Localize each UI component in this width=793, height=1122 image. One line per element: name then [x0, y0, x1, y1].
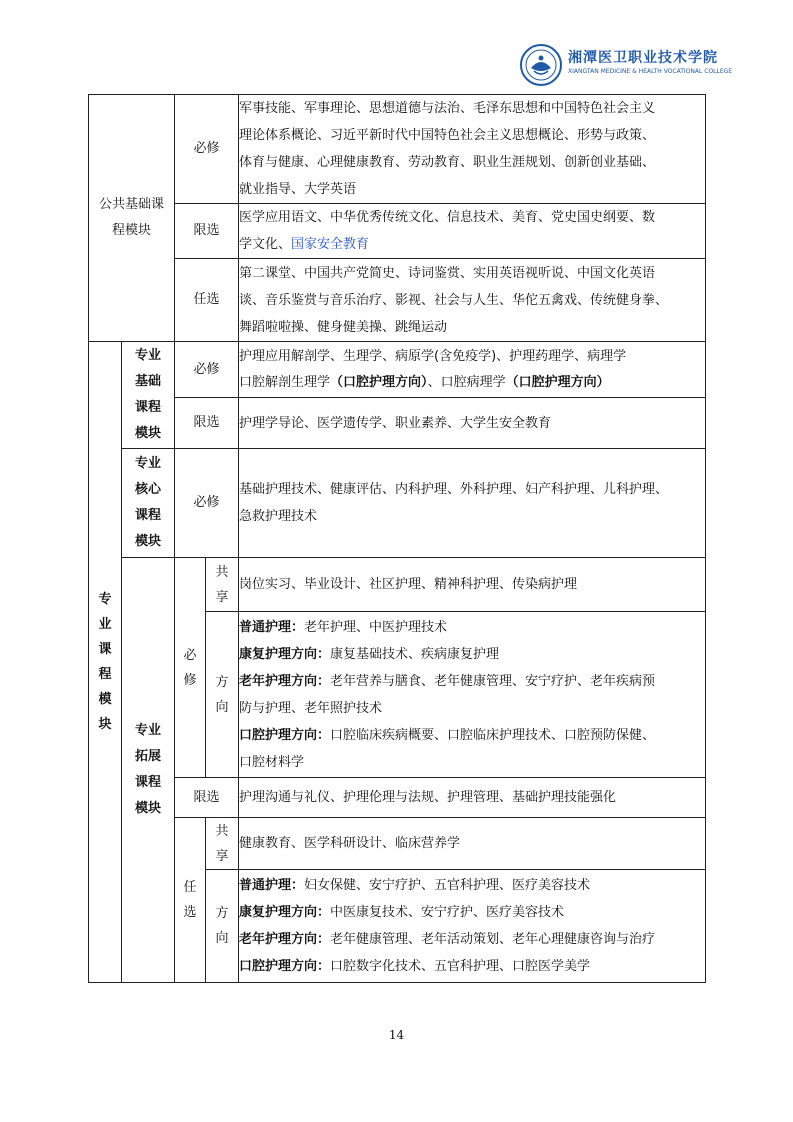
ext-elective-label: 任 选 — [175, 818, 206, 983]
basic-limited-courses: 护理学导论、医学遗传学、职业素养、大学生安全教育 — [239, 398, 706, 449]
public-limited-row — [89, 204, 706, 259]
ext-elective-shared-row — [89, 818, 706, 870]
basic-required-label: 必修 — [175, 342, 239, 398]
ext-elective-direction-label: 方 向 — [206, 870, 239, 983]
basic-limited-row — [89, 398, 706, 449]
ext-elective-shared-label: 共 享 — [206, 818, 239, 870]
basic-required-row — [89, 342, 706, 398]
college-emblem-icon — [520, 44, 562, 86]
ext-required-shared-row — [89, 558, 706, 612]
public-elective-courses: 第二课堂、中国共产党简史、诗词鉴赏、实用英语视听说、中国文化英语 谈、音乐鉴赏与音乐治疗、影视、社会与人生、华佗五禽戏、传统健身拳、 舞蹈啦啦操、健身健美操、跳绳运动 — [239, 259, 706, 342]
ext-required-direction-courses: 普通护理：老年护理、中医护理技术 康复护理方向：康复基础技术、疾病康复护理 老年护理方向：老年营养与膳食、老年健康管理、安宁疗护、老年疾病预 防与护理、老年照护技术 口腔护理方向：口腔临床疾病概要、口腔临床护理技术、口腔预防保健、 口腔材料学 — [239, 612, 706, 778]
public-required-row — [89, 95, 706, 204]
core-module-title: 专业 核心 课程 模块 — [122, 449, 175, 558]
college-name-cn: 湘潭医卫职业技术学院 — [568, 50, 718, 66]
ext-required-direction-label: 方 向 — [206, 612, 239, 778]
public-elective-row — [89, 259, 706, 342]
ext-elective-shared-courses: 健康教育、医学科研设计、临床营养学 — [239, 818, 706, 870]
core-required-label: 必修 — [175, 449, 239, 558]
college-logo — [520, 44, 733, 88]
public-required-label: 必修 — [175, 95, 239, 204]
basic-required-courses: 护理应用解剖学、生理学、病原学(含免疫学)、护理药理学、病理学 口腔解剖生理学（口腔护理方向）、口腔病理学（口腔护理方向） — [239, 342, 706, 398]
ext-limited-label: 限选 — [175, 778, 239, 818]
ext-elective-direction-courses: 普通护理：妇女保健、安宁疗护、五官科护理、医疗美容技术 康复护理方向：中医康复技术、安宁疗护、医疗美容技术 老年护理方向：老年健康管理、老年活动策划、老年心理健康咨询与治疗 口腔护理方向：口腔数字化技术、五官科护理、口腔医学美学 — [239, 870, 706, 983]
public-limited-courses: 医学应用语文、中华优秀传统文化、信息技术、美育、党史国史纲要、数 学文化、国家安全教育 — [239, 204, 706, 259]
public-elective-label: 任选 — [175, 259, 239, 342]
ext-required-shared-courses: 岗位实习、毕业设计、社区护理、精神科护理、传染病护理 — [239, 558, 706, 612]
ext-required-label: 必 修 — [175, 558, 206, 778]
extension-module-title: 专业 拓展 课程 模块 — [122, 558, 175, 983]
public-limited-label: 限选 — [175, 204, 239, 259]
ext-limited-row — [89, 778, 706, 818]
page-number: 14 — [388, 1028, 405, 1042]
professional-module-title: 专 业 课 程 模 块 — [89, 342, 122, 983]
basic-limited-label: 限选 — [175, 398, 239, 449]
core-required-row — [89, 449, 706, 558]
basic-module-title: 专业 基础 课程 模块 — [122, 342, 175, 449]
ext-required-shared-label: 共 享 — [206, 558, 239, 612]
college-name-en: XIANGTAN MEDICINE & HEALTH VOCATIONAL COLLEGE — [568, 68, 733, 75]
curriculum-table — [88, 94, 706, 983]
public-module-title: 公共基础课 程模块 — [89, 95, 175, 342]
national-security-course: 国家安全教育 — [291, 237, 370, 252]
public-required-courses: 军事技能、军事理论、思想道德与法治、毛泽东思想和中国特色社会主义 理论体系概论、习近平新时代中国特色社会主义思想概论、形势与政策、 体育与健康、心理健康教育、劳动教育、职业生涯规划、创新创业基础、 就业指导、大学英语 — [239, 95, 706, 204]
ext-limited-courses: 护理沟通与礼仪、护理伦理与法规、护理管理、基础护理技能强化 — [239, 778, 706, 818]
core-required-courses: 基础护理技术、健康评估、内科护理、外科护理、妇产科护理、儿科护理、 急救护理技术 — [239, 449, 706, 558]
